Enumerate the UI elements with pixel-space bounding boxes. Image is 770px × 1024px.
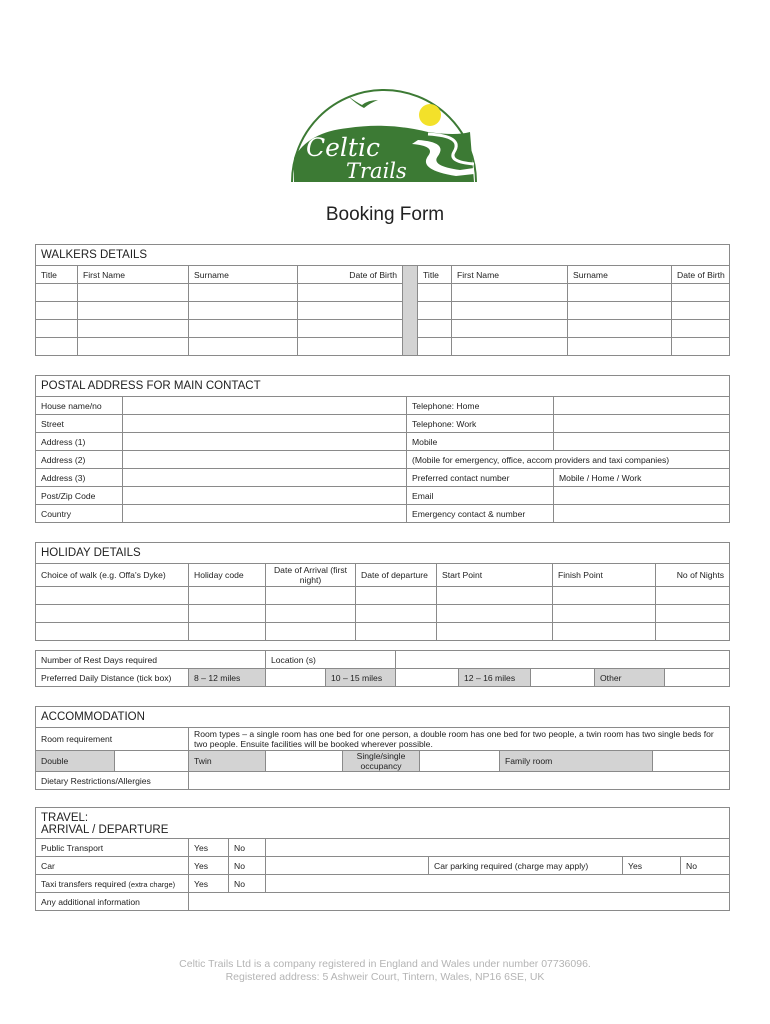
col-holiday-code: Holiday code <box>189 564 266 587</box>
public-transport-label: Public Transport <box>36 839 189 857</box>
holiday-cell[interactable] <box>437 605 553 623</box>
accommodation-table <box>35 706 730 790</box>
double-label: Double <box>36 751 115 772</box>
holiday-cell[interactable] <box>437 587 553 605</box>
holiday-cell[interactable] <box>36 605 189 623</box>
holiday-cell[interactable] <box>266 605 356 623</box>
holiday-cell[interactable] <box>656 587 730 605</box>
holiday-cell[interactable] <box>36 587 189 605</box>
public-transport-yes[interactable]: Yes <box>189 839 229 857</box>
walker-cell[interactable] <box>36 302 78 320</box>
col-first-name-2: First Name <box>452 266 568 284</box>
holiday-cell[interactable] <box>189 587 266 605</box>
tel-home-field[interactable] <box>554 397 730 415</box>
walker-cell[interactable] <box>189 320 298 338</box>
car-parking-label: Car parking required (charge may apply) <box>429 857 623 875</box>
page-title: Booking Form <box>325 204 445 225</box>
car-parking-yes[interactable]: Yes <box>623 857 681 875</box>
email-field[interactable] <box>554 487 730 505</box>
car-no[interactable]: No <box>229 857 266 875</box>
walker-cell[interactable] <box>568 302 672 320</box>
holiday-cell[interactable] <box>553 605 656 623</box>
room-requirement-label: Room requirement <box>36 728 189 751</box>
taxi-field[interactable] <box>266 875 730 893</box>
accommodation-heading: ACCOMMODATION <box>36 707 730 728</box>
holiday-cell[interactable] <box>356 605 437 623</box>
logo-line2: Trails <box>346 159 407 183</box>
taxi-no[interactable]: No <box>229 875 266 893</box>
twin-field[interactable] <box>266 751 343 772</box>
walker-cell[interactable] <box>78 284 189 302</box>
house-label: House name/no <box>36 397 123 415</box>
car-yes[interactable]: Yes <box>189 857 229 875</box>
sun-icon <box>419 104 441 126</box>
emergency-field[interactable] <box>554 505 730 523</box>
walker-cell[interactable] <box>298 320 403 338</box>
taxi-note: (extra charge) <box>128 879 176 889</box>
walker-cell[interactable] <box>568 284 672 302</box>
mobile-label: Mobile <box>407 433 554 451</box>
address3-field[interactable] <box>123 469 407 487</box>
walker-cell[interactable] <box>298 284 403 302</box>
walker-cell[interactable] <box>418 320 452 338</box>
walker-cell[interactable] <box>78 302 189 320</box>
holiday-cell[interactable] <box>266 587 356 605</box>
public-transport-field[interactable] <box>266 839 730 857</box>
car-label: Car <box>36 857 189 875</box>
holiday-cell[interactable] <box>356 587 437 605</box>
walker-cell[interactable] <box>298 302 403 320</box>
street-label: Street <box>36 415 123 433</box>
preferred-contact-label: Preferred contact number <box>407 469 554 487</box>
address1-label: Address (1) <box>36 433 123 451</box>
col-date-of-arrival: Date of Arrival (first night) <box>266 564 356 587</box>
logo-line1: Celtic <box>306 133 380 162</box>
emergency-label: Emergency contact & number <box>407 505 554 523</box>
walker-cell[interactable] <box>418 284 452 302</box>
walker-cell[interactable] <box>568 320 672 338</box>
distance-8-12-checkbox[interactable] <box>266 669 326 687</box>
footer-line2: Registered address: 5 Ashweir Court, Tintern, Wales, NP16 6SE, UK <box>225 971 545 983</box>
dietary-label: Dietary Restrictions/Allergies <box>36 772 189 790</box>
taxi-yes[interactable]: Yes <box>189 875 229 893</box>
postal-heading: POSTAL ADDRESS FOR MAIN CONTACT <box>36 376 730 397</box>
col-no-of-nights: No of Nights <box>656 564 730 587</box>
travel-heading-line2: ARRIVAL / DEPARTURE <box>41 824 169 836</box>
mobile-note: (Mobile for emergency, office, accom providers and taxi companies) <box>407 451 730 469</box>
additional-info-field[interactable] <box>189 893 730 911</box>
taxi-label <box>36 875 189 893</box>
walker-cell[interactable] <box>672 302 730 320</box>
street-field[interactable] <box>123 415 407 433</box>
holiday-cell[interactable] <box>656 605 730 623</box>
col-title: Title <box>36 266 78 284</box>
walker-cell[interactable] <box>189 302 298 320</box>
divider <box>403 266 418 356</box>
travel-heading-line1: TRAVEL: <box>41 812 89 824</box>
celtic-trails-logo <box>288 70 480 184</box>
holiday-details-table <box>35 542 730 641</box>
house-field[interactable] <box>123 397 407 415</box>
car-parking-no[interactable]: No <box>681 857 730 875</box>
postcode-field[interactable] <box>123 487 407 505</box>
address2-field[interactable] <box>123 451 407 469</box>
postcode-label: Post/Zip Code <box>36 487 123 505</box>
walker-cell[interactable] <box>78 320 189 338</box>
walkers-details-table <box>35 244 730 356</box>
rest-days-table <box>35 650 730 687</box>
col-finish-point: Finish Point <box>553 564 656 587</box>
holiday-cell[interactable] <box>356 623 437 641</box>
holiday-cell[interactable] <box>36 623 189 641</box>
country-label: Country <box>36 505 123 523</box>
mobile-field[interactable] <box>554 433 730 451</box>
distance-12-16-checkbox[interactable] <box>531 669 595 687</box>
bird-icon <box>348 96 378 108</box>
twin-label: Twin <box>189 751 266 772</box>
walker-cell[interactable] <box>418 302 452 320</box>
footer-line1: Celtic Trails Ltd is a company registered in England and Wales under number 07736096. <box>179 958 591 970</box>
travel-heading <box>36 808 730 839</box>
walker-cell[interactable] <box>36 284 78 302</box>
holiday-cell[interactable] <box>553 587 656 605</box>
holiday-cell[interactable] <box>189 605 266 623</box>
location-field[interactable] <box>396 651 730 669</box>
holiday-cell[interactable] <box>266 623 356 641</box>
additional-info-label: Any additional information <box>36 893 189 911</box>
single-field[interactable] <box>420 751 500 772</box>
walker-cell[interactable] <box>452 302 568 320</box>
tel-work-field[interactable] <box>554 415 730 433</box>
walker-cell[interactable] <box>418 338 452 356</box>
distance-12-16: 12 – 16 miles <box>459 669 531 687</box>
tel-home-label: Telephone: Home <box>407 397 554 415</box>
distance-other-field[interactable] <box>665 669 730 687</box>
col-date-of-departure: Date of departure <box>356 564 437 587</box>
col-title-2: Title <box>418 266 452 284</box>
walker-cell[interactable] <box>672 338 730 356</box>
tel-work-label: Telephone: Work <box>407 415 554 433</box>
country-field[interactable] <box>123 505 407 523</box>
walker-cell[interactable] <box>189 284 298 302</box>
email-label: Email <box>407 487 554 505</box>
walker-cell[interactable] <box>78 338 189 356</box>
address2-label: Address (2) <box>36 451 123 469</box>
walker-cell[interactable] <box>298 338 403 356</box>
holiday-cell[interactable] <box>189 623 266 641</box>
col-surname-2: Surname <box>568 266 672 284</box>
family-field[interactable] <box>653 751 730 772</box>
walkers-heading: WALKERS DETAILS <box>36 245 730 266</box>
single-label: Single/single occupancy <box>343 751 420 772</box>
footer <box>0 958 770 984</box>
holiday-cell[interactable] <box>656 623 730 641</box>
col-start-point: Start Point <box>437 564 553 587</box>
postal-address-table <box>35 375 730 523</box>
walker-cell[interactable] <box>672 320 730 338</box>
holiday-cell[interactable] <box>553 623 656 641</box>
walker-cell[interactable] <box>568 338 672 356</box>
travel-table <box>35 807 730 911</box>
col-first-name: First Name <box>78 266 189 284</box>
dietary-field[interactable] <box>189 772 730 790</box>
col-date-of-birth-2: Date of Birth <box>672 266 730 284</box>
location-label: Location (s) <box>266 651 396 669</box>
holiday-cell[interactable] <box>437 623 553 641</box>
preferred-contact-options[interactable]: Mobile / Home / Work <box>554 469 730 487</box>
double-field[interactable] <box>115 751 189 772</box>
rest-days-label: Number of Rest Days required <box>36 651 266 669</box>
walker-cell[interactable] <box>452 320 568 338</box>
family-label: Family room <box>500 751 653 772</box>
distance-other: Other <box>595 669 665 687</box>
walker-cell[interactable] <box>36 338 78 356</box>
walker-cell[interactable] <box>452 338 568 356</box>
col-surname: Surname <box>189 266 298 284</box>
distance-label: Preferred Daily Distance (tick box) <box>36 669 189 687</box>
holiday-heading: HOLIDAY DETAILS <box>36 543 730 564</box>
public-transport-no[interactable]: No <box>229 839 266 857</box>
distance-10-15-checkbox[interactable] <box>396 669 459 687</box>
car-field[interactable] <box>266 857 429 875</box>
address3-label: Address (3) <box>36 469 123 487</box>
walker-cell[interactable] <box>36 320 78 338</box>
room-types-note: Room types – a single room has one bed for one person, a double room has one bed for two people, a twin room has two single beds for two people. Ensuite facilities will be booked wherever possible. <box>189 728 730 751</box>
walker-cell[interactable] <box>452 284 568 302</box>
distance-10-15: 10 – 15 miles <box>326 669 396 687</box>
col-date-of-birth: Date of Birth <box>298 266 403 284</box>
col-choice-of-walk: Choice of walk (e.g. Offa's Dyke) <box>36 564 189 587</box>
walker-cell[interactable] <box>672 284 730 302</box>
address1-field[interactable] <box>123 433 407 451</box>
taxi-label-text: Taxi transfers required <box>41 878 127 889</box>
distance-8-12: 8 – 12 miles <box>189 669 266 687</box>
walker-cell[interactable] <box>189 338 298 356</box>
